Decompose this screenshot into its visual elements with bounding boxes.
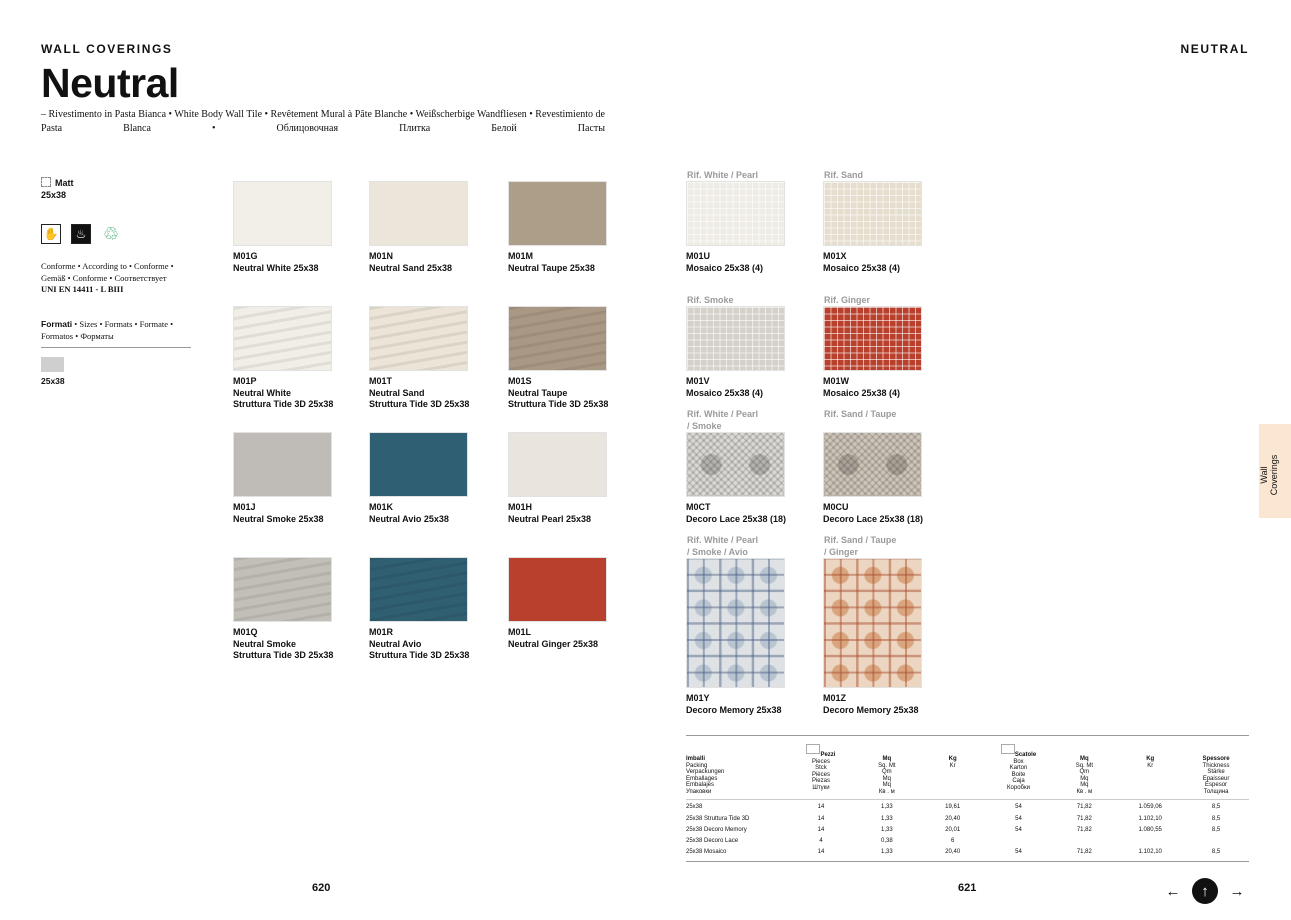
formats-text: • Sizes • Formats • Formate • Formatos • Форматы [41, 319, 174, 341]
tile-code: M01M [508, 251, 534, 261]
tile-swatch [233, 181, 332, 246]
tile-name: Neutral White 25x38 [233, 262, 319, 273]
table-cell: 1.102,10 [1138, 849, 1162, 856]
table-cell: 54 [1015, 815, 1022, 822]
tile-card[interactable] [508, 181, 607, 274]
previous-page-button[interactable] [1160, 878, 1186, 904]
tile-card[interactable] [508, 557, 607, 650]
tile-swatch [233, 306, 332, 371]
tile-swatch [369, 306, 468, 371]
tile-card[interactable] [508, 432, 607, 525]
table-cell: 25x38 Mosaico [686, 849, 727, 856]
decor-swatch [686, 432, 785, 497]
decor-swatch [823, 558, 922, 688]
formats-label: Formati [41, 319, 73, 329]
decor-card[interactable] [686, 432, 786, 525]
decor-card[interactable] [823, 558, 922, 716]
tile-name: Neutral Ginger 25x38 [508, 638, 599, 649]
tile-code: M01H [508, 502, 533, 512]
tile-swatch [508, 306, 607, 371]
tile-card[interactable] [233, 306, 333, 411]
table-cell: 8,5 [1211, 815, 1221, 822]
table-cell: 54 [1015, 849, 1022, 856]
tile-code: M01Q [233, 627, 258, 637]
table-cell: 71,82 [1076, 849, 1092, 856]
tile-swatch [508, 557, 607, 622]
table-cell: 8,5 [1211, 826, 1221, 833]
decor-name: Mosaico 25x38 (4) [686, 387, 764, 398]
packing-header-cell: Spessore Thickness Stärke Epaisseur Espesor Толщина [1202, 756, 1230, 795]
tile-name: Neutral Avio 25x38 [369, 513, 449, 524]
table-cell: 25x38 Decoro Memory [686, 826, 747, 833]
decor-reference: Rif. Sand / Taupe [824, 409, 897, 419]
page-number-left: 620 [312, 882, 331, 894]
table-cell: 14 [817, 826, 825, 833]
tile-card[interactable] [233, 432, 332, 525]
table-cell: 71,82 [1076, 815, 1092, 822]
decor-swatch [686, 306, 785, 371]
tile-name: Neutral White [233, 387, 292, 398]
tile-name: Neutral Pearl 25x38 [508, 513, 592, 524]
tile-name: Neutral Sand [369, 387, 425, 398]
decor-card[interactable] [686, 558, 785, 716]
box-icon [1001, 744, 1015, 754]
tile-swatch [369, 181, 468, 246]
tile-name-2: Struttura Tide 3D 25x38 [369, 650, 470, 660]
decor-reference: Rif. White / Pearl / Smoke / Avio [687, 535, 759, 557]
table-row [686, 847, 1249, 858]
decor-name: Decoro Memory 25x38 [823, 704, 919, 715]
decor-code: M01X [823, 251, 847, 261]
tile-name-2: Struttura Tide 3D 25x38 [233, 399, 334, 409]
table-cell: 1,33 [880, 826, 893, 833]
table-cell: 14 [817, 815, 825, 822]
conformity-standard: UNI EN 14411 - L BIII [41, 284, 124, 294]
table-cell: 8,5 [1211, 849, 1221, 856]
table-cell: 25x38 Decoro Lace [686, 837, 739, 844]
conformity [41, 261, 191, 296]
decor-code: M01W [823, 376, 850, 386]
decor-code: M0CT [686, 502, 711, 512]
finish-label: Matt [55, 178, 74, 188]
packing-header-cell: Kg Kr [948, 756, 957, 769]
hand-icon: ✋ [41, 224, 61, 244]
table-cell: 14 [817, 804, 825, 811]
table-cell: 1.059,06 [1138, 804, 1162, 811]
recycle-icon: ♲ [102, 223, 120, 244]
decor-reference: Rif. Smoke [687, 295, 734, 305]
tile-code: M01L [508, 627, 532, 637]
table-cell: 25x38 Struttura Tide 3D [686, 815, 750, 822]
packing-header-cell: Kg Kr [1146, 756, 1155, 769]
tile-code: M01T [369, 376, 393, 386]
table-row [686, 813, 1249, 824]
subtitle: – Rivestimento in Pasta Bianca • White Body Wall Tile • Revêtement Mural à Pâte Blanche • Weißscherbige Wandfliesen • Revestimiento de Pasta Blanca • Облицовочная Плитка Белой Пасты [41, 109, 605, 134]
tile-card[interactable] [369, 306, 469, 411]
decor-code: M01V [686, 376, 710, 386]
next-page-button[interactable] [1224, 878, 1250, 904]
table-row [686, 836, 1249, 847]
table-cell: 54 [1015, 826, 1022, 833]
decor-name: Mosaico 25x38 (4) [823, 387, 901, 398]
decor-reference: Rif. Sand [824, 170, 864, 180]
table-cell: 0,38 [880, 837, 893, 844]
decor-card[interactable] [823, 432, 923, 525]
finish-info [41, 177, 74, 201]
arrow-left-icon: ← [1165, 882, 1181, 900]
arrow-up-icon: ↑ [1201, 882, 1209, 900]
table-cell: 8,5 [1211, 804, 1221, 811]
table-row [686, 824, 1249, 835]
tile-card[interactable] [233, 181, 332, 274]
table-cell: 1.080,55 [1138, 826, 1162, 833]
packing-table-body [686, 800, 1249, 861]
tile-name-2: Struttura Tide 3D 25x38 [508, 399, 609, 409]
page-title: Neutral [41, 60, 179, 106]
decor-name: Decoro Memory 25x38 [686, 704, 782, 715]
back-to-top-button[interactable] [1192, 878, 1218, 904]
decor-code: M01Y [686, 693, 710, 703]
side-tab-label: Wall Coverings [1259, 454, 1279, 496]
arrow-right-icon: → [1229, 882, 1245, 900]
decor-code: M0CU [823, 502, 849, 512]
decor-card[interactable] [686, 306, 785, 399]
tile-name-2: Struttura Tide 3D 25x38 [233, 650, 334, 660]
decor-card[interactable] [686, 181, 785, 274]
decor-card[interactable] [823, 181, 922, 274]
collection-header: NEUTRAL [1180, 42, 1249, 56]
table-cell: 20,40 [945, 815, 961, 822]
tile-card[interactable] [369, 432, 468, 525]
tile-card[interactable] [508, 306, 608, 411]
tile-swatch [369, 432, 468, 497]
packing-header-cell: Scatole Box Karton Boite Caja Коробки [986, 744, 1052, 795]
tile-swatch [369, 557, 468, 622]
tile-code: M01R [369, 627, 394, 637]
tile-swatch [508, 432, 607, 497]
property-icons [41, 224, 121, 244]
format-size: 25x38 [41, 376, 65, 386]
section-header: WALL COVERINGS [41, 42, 173, 56]
decor-swatch [686, 558, 785, 688]
tile-name-2: Struttura Tide 3D 25x38 [369, 399, 470, 409]
table-row [686, 802, 1249, 813]
conformity-text: Conforme • According to • Conforme • Gemäß • Conforme • Соответствует [41, 261, 174, 283]
decor-reference: Rif. White / Pearl / Smoke [687, 409, 759, 431]
table-cell: 4 [819, 837, 823, 844]
page-number-right: 621 [958, 882, 977, 894]
tile-code: M01K [369, 502, 394, 512]
tile-swatch [233, 557, 332, 622]
table-cell: 25x38 [686, 804, 703, 811]
table-cell: 71,82 [1076, 804, 1092, 811]
table-cell: 6 [951, 837, 955, 844]
fire-icon: ♨ [71, 224, 91, 244]
packing-header-cell: Pezzi Pieces Stck Pièces Piezas Штуки [788, 744, 854, 795]
packing-header-cell: Mq Sq. Mt Qm Mq Mq Кв . м [878, 756, 896, 795]
packing-header-cell: Mq Sq. Mt Qm Mq Mq Кв . м [1075, 756, 1094, 795]
tile-code: M01P [233, 376, 257, 386]
piece-icon [806, 744, 820, 754]
table-cell: 1,33 [880, 804, 893, 811]
packing-table [686, 735, 1249, 862]
decor-name: Decoro Lace 25x38 (18) [823, 513, 924, 524]
tile-card[interactable] [233, 557, 333, 662]
decor-name: Decoro Lace 25x38 (18) [686, 513, 787, 524]
decor-swatch [823, 181, 922, 246]
table-cell: 1,33 [880, 849, 893, 856]
decor-code: M01U [686, 251, 711, 261]
table-cell: 1.102,10 [1138, 815, 1162, 822]
matt-icon [41, 177, 51, 187]
tile-swatch [233, 432, 332, 497]
tile-name: Neutral Smoke 25x38 [233, 513, 324, 524]
tile-code: M01J [233, 502, 256, 512]
tile-code: M01N [369, 251, 394, 261]
table-cell: 20,01 [945, 826, 961, 833]
decor-swatch [686, 181, 785, 246]
tile-swatch [508, 181, 607, 246]
tile-name: Neutral Avio [369, 638, 422, 649]
packing-header-cell: Imballi Packing Verpackungen Emballages Embalajes Упаковки [686, 756, 725, 795]
decor-reference: Rif. Ginger [824, 295, 871, 305]
tile-card[interactable] [369, 181, 468, 274]
tile-name: Neutral Taupe [508, 387, 568, 398]
tile-name: Neutral Smoke [233, 638, 297, 649]
table-cell: 20,40 [945, 849, 961, 856]
decor-reference: Rif. White / Pearl [687, 170, 759, 180]
table-cell: 19,61 [945, 804, 961, 811]
tile-name: Neutral Taupe 25x38 [508, 262, 595, 273]
decor-name: Mosaico 25x38 (4) [823, 262, 901, 273]
decor-name: Mosaico 25x38 (4) [686, 262, 764, 273]
table-cell: 14 [817, 849, 825, 856]
tile-name: Neutral Sand 25x38 [369, 262, 453, 273]
tile-code: M01S [508, 376, 532, 386]
tile-code: M01G [233, 251, 258, 261]
decor-swatch [823, 432, 922, 497]
tile-card[interactable] [369, 557, 469, 662]
decor-swatch [823, 306, 922, 371]
formats [41, 318, 191, 348]
table-cell: 54 [1015, 804, 1022, 811]
decor-card[interactable] [823, 306, 922, 399]
decor-code: M01Z [823, 693, 847, 703]
format-swatch [41, 357, 64, 372]
finish-size: 25x38 [41, 190, 67, 200]
packing-table-header [686, 736, 1249, 800]
table-cell: 71,82 [1076, 826, 1092, 833]
decor-reference: Rif. Sand / Taupe / Ginger [824, 535, 897, 557]
table-cell: 1,33 [880, 815, 893, 822]
